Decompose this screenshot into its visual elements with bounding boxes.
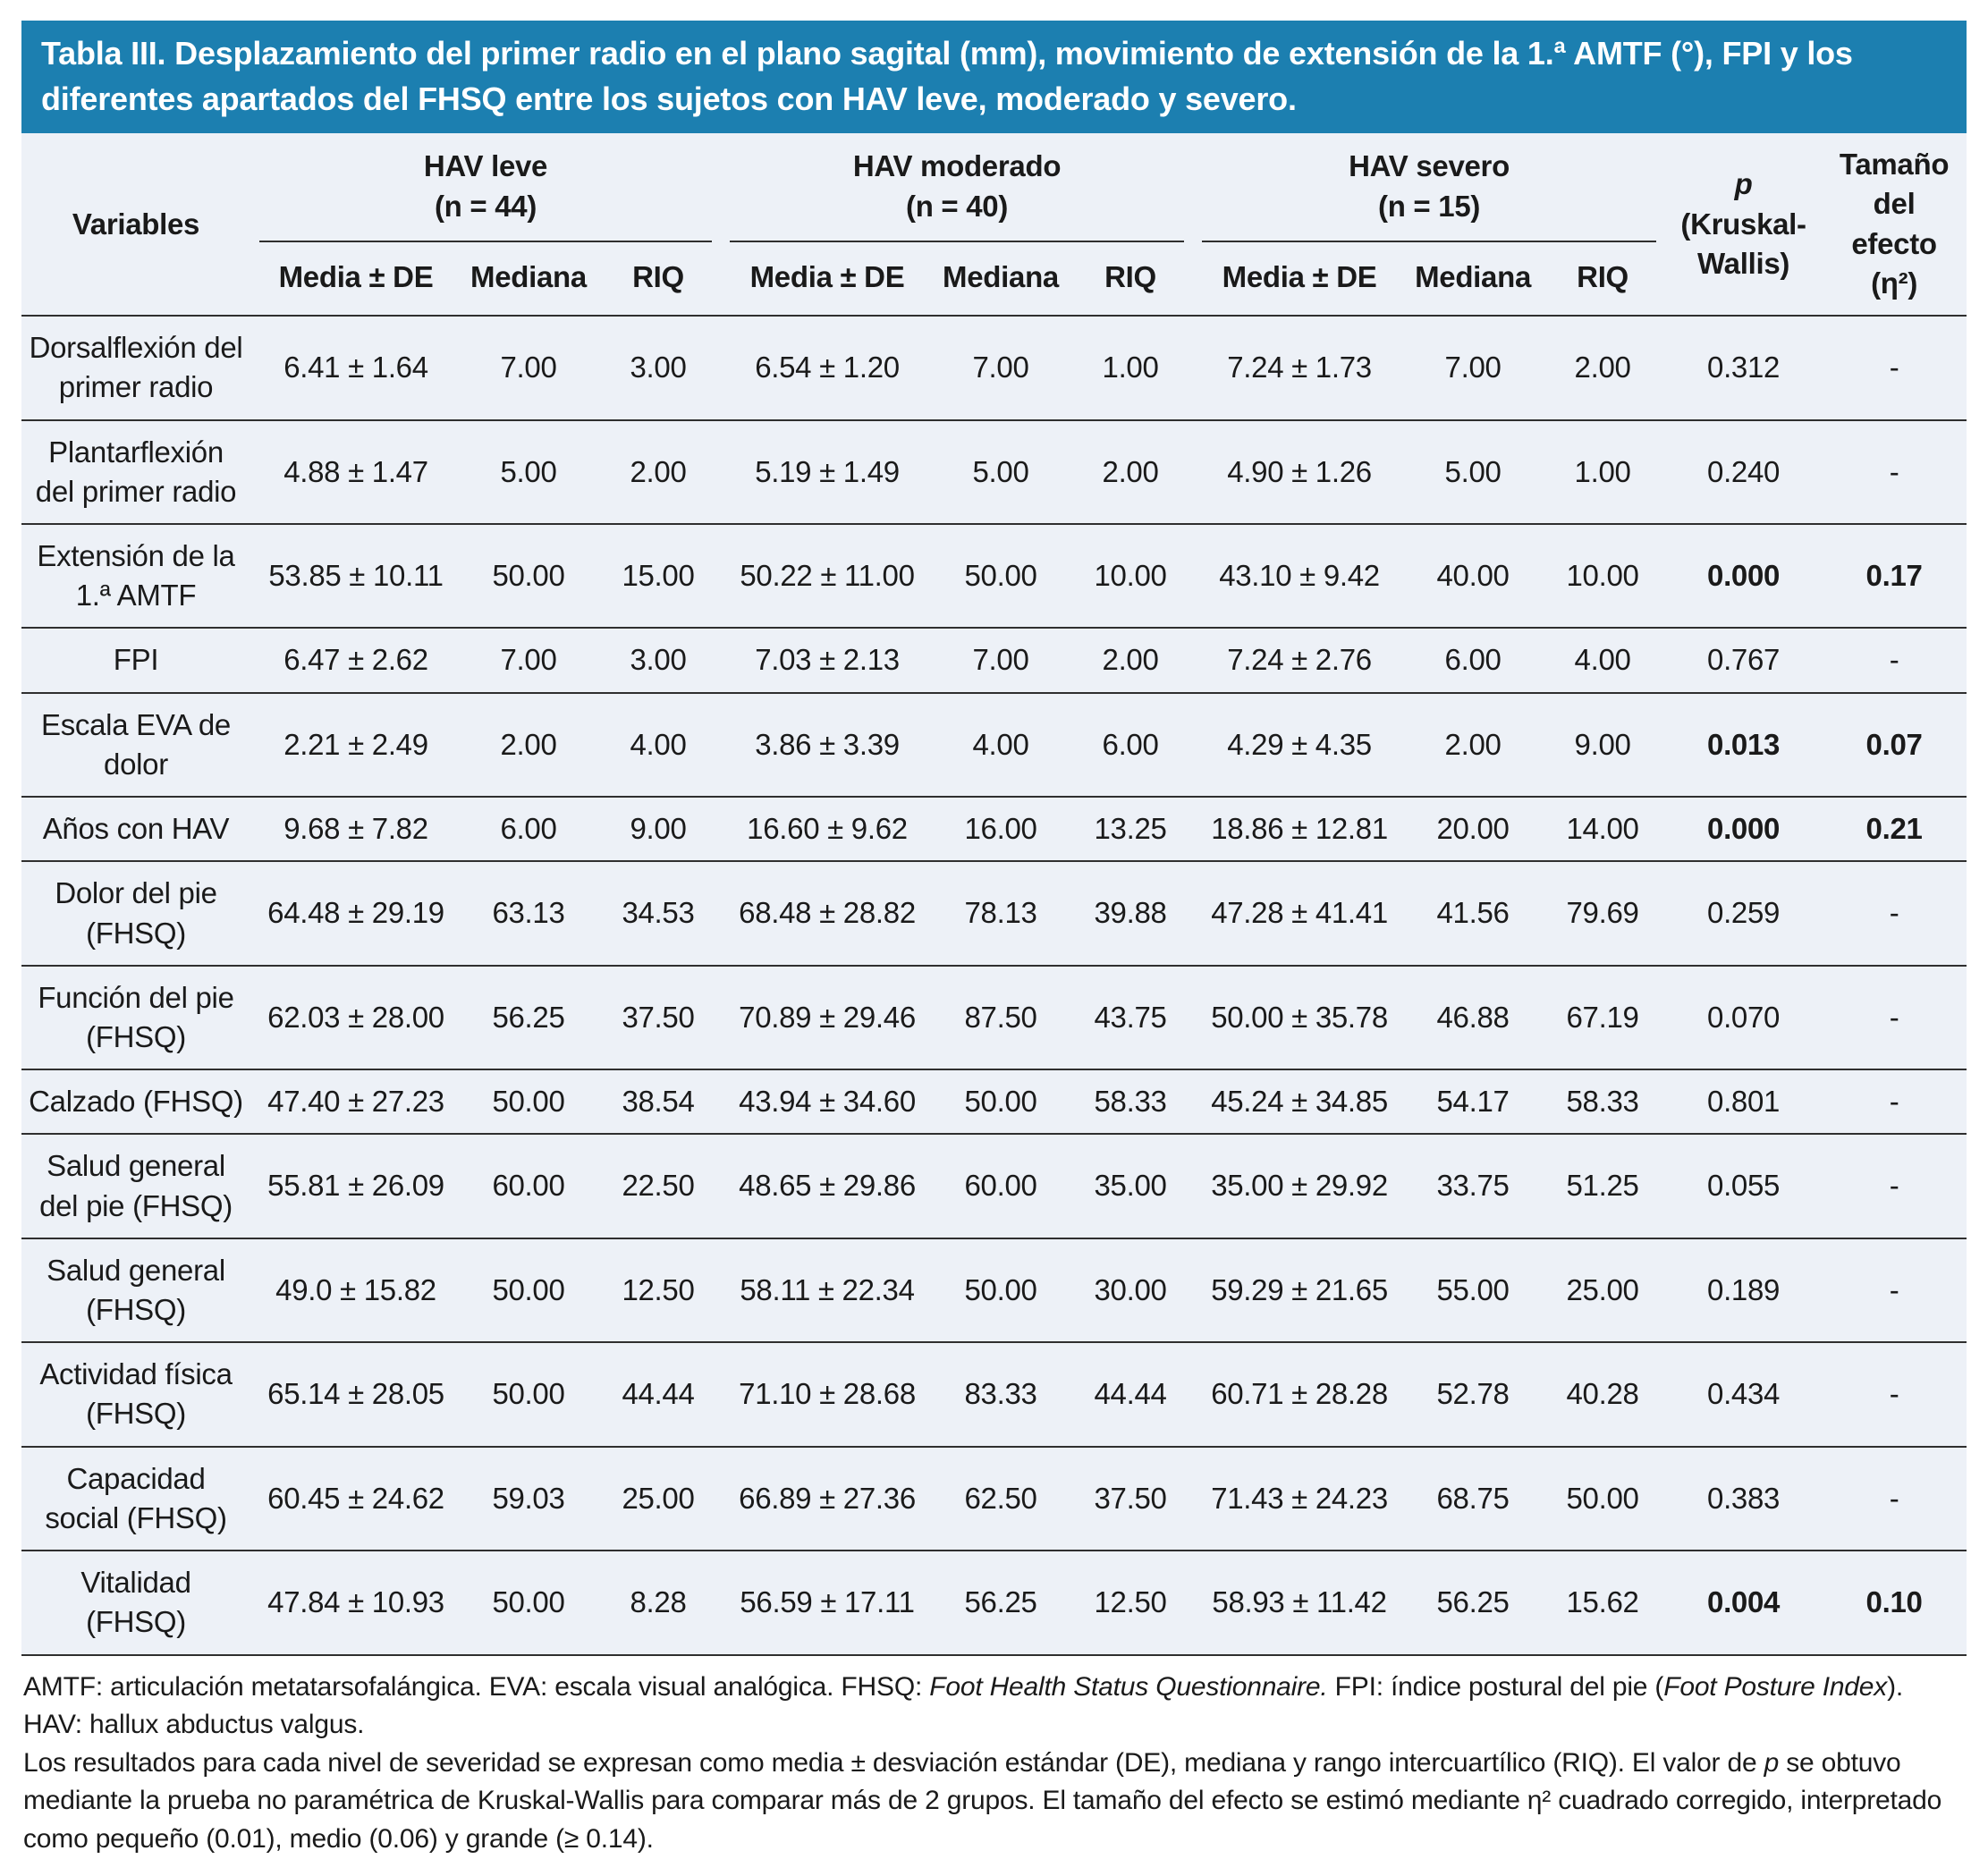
cell-p-value: 0.189	[1665, 1238, 1822, 1342]
cell: 3.86 ± 3.39	[721, 693, 934, 797]
table-row-vitalidad	[21, 1551, 1967, 1654]
cell: 4.29 ± 4.35	[1193, 693, 1406, 797]
cell: 66.89 ± 27.36	[721, 1447, 934, 1551]
cell: 6.47 ± 2.62	[250, 628, 461, 692]
cell: 43.94 ± 34.60	[721, 1069, 934, 1134]
cell: 44.44	[1068, 1342, 1193, 1446]
cell-p-value: 0.312	[1665, 316, 1822, 419]
row-label: Escala EVA de dolor	[21, 693, 250, 797]
variables-header: Variables	[21, 133, 250, 316]
cell-p-value: 0.000	[1665, 797, 1822, 861]
cell: 62.03 ± 28.00	[250, 966, 461, 1069]
cell: 2.21 ± 2.49	[250, 693, 461, 797]
cell: 50.00	[934, 524, 1068, 628]
cell: 10.00	[1540, 524, 1665, 628]
cell: 2.00	[1068, 628, 1193, 692]
cell: 4.90 ± 1.26	[1193, 420, 1406, 524]
table-body	[21, 316, 1967, 1654]
cell: 45.24 ± 34.85	[1193, 1069, 1406, 1134]
cell: 67.19	[1540, 966, 1665, 1069]
cell: 1.00	[1068, 316, 1193, 419]
cell: 9.00	[1540, 693, 1665, 797]
row-label: Calzado (FHSQ)	[21, 1069, 250, 1134]
subcol-media-de: Media ± DE	[1193, 242, 1406, 316]
cell: 4.00	[1540, 628, 1665, 692]
group-header-hav-severo	[1193, 133, 1665, 242]
cell-p-value: 0.013	[1665, 693, 1822, 797]
cell: 30.00	[1068, 1238, 1193, 1342]
cell: 13.25	[1068, 797, 1193, 861]
table-row-dolor-del-pie	[21, 861, 1967, 965]
cell: 83.33	[934, 1342, 1068, 1446]
cell: 40.00	[1406, 524, 1540, 628]
cell-effect-size: -	[1822, 966, 1967, 1069]
row-label: Función del pie (FHSQ)	[21, 966, 250, 1069]
cell: 7.24 ± 1.73	[1193, 316, 1406, 419]
cell: 44.44	[596, 1342, 721, 1446]
cell: 25.00	[1540, 1238, 1665, 1342]
footnote-text-italic: Foot Health Status Questionnaire.	[929, 1671, 1328, 1702]
footnote-text: se obtuvo mediante la prueba no paramétrica de Kruskal-Wallis para comparar más de 2 grupos. El tamaño del efecto se estimó mediante η² cuadrado corregido, interpretado como pequeño (0.01), medio (0.06) y grande (≥ 0.14).	[23, 1747, 1942, 1854]
subcol-media-de: Media ± DE	[721, 242, 934, 316]
cell: 20.00	[1406, 797, 1540, 861]
cell: 33.75	[1406, 1134, 1540, 1238]
subcol-riq: RIQ	[1540, 242, 1665, 316]
cell: 34.53	[596, 861, 721, 965]
row-label: Años con HAV	[21, 797, 250, 861]
cell-effect-size: 0.10	[1822, 1551, 1967, 1654]
cell: 4.88 ± 1.47	[250, 420, 461, 524]
cell-effect-size: 0.17	[1822, 524, 1967, 628]
cell: 58.11 ± 22.34	[721, 1238, 934, 1342]
cell: 8.28	[596, 1551, 721, 1654]
cell: 48.65 ± 29.86	[721, 1134, 934, 1238]
cell: 6.00	[1068, 693, 1193, 797]
cell: 50.00	[461, 1238, 596, 1342]
cell: 50.00	[1540, 1447, 1665, 1551]
cell: 70.89 ± 29.46	[721, 966, 934, 1069]
group-n: (n = 44)	[434, 189, 537, 223]
cell: 46.88	[1406, 966, 1540, 1069]
cell: 87.50	[934, 966, 1068, 1069]
row-label: Salud general del pie (FHSQ)	[21, 1134, 250, 1238]
cell: 16.00	[934, 797, 1068, 861]
cell-effect-size: -	[1822, 628, 1967, 692]
cell: 47.40 ± 27.23	[250, 1069, 461, 1134]
cell: 12.50	[1068, 1551, 1193, 1654]
cell: 71.43 ± 24.23	[1193, 1447, 1406, 1551]
cell: 16.60 ± 9.62	[721, 797, 934, 861]
cell-effect-size: -	[1822, 1238, 1967, 1342]
table-row-anos-con-hav	[21, 797, 1967, 861]
footnote-text: AMTF: articulación metatarsofalángica. EVA: escala visual analógica. FHSQ:	[23, 1671, 930, 1702]
cell: 2.00	[461, 693, 596, 797]
cell: 62.50	[934, 1447, 1068, 1551]
table-row-dorsalflexion	[21, 316, 1967, 419]
cell: 12.50	[596, 1238, 721, 1342]
cell: 38.54	[596, 1069, 721, 1134]
table-row-salud-general	[21, 1238, 1967, 1342]
cell: 7.00	[934, 628, 1068, 692]
cell-p-value: 0.004	[1665, 1551, 1822, 1654]
cell: 41.56	[1406, 861, 1540, 965]
table-row-extension-amtf	[21, 524, 1967, 628]
footnote-text: ). HAV: hallux abductus valgus.	[23, 1671, 1904, 1740]
cell: 71.10 ± 28.68	[721, 1342, 934, 1446]
cell: 15.62	[1540, 1551, 1665, 1654]
cell: 56.25	[1406, 1551, 1540, 1654]
cell: 7.00	[934, 316, 1068, 419]
p-value-header	[1665, 133, 1822, 316]
cell: 59.03	[461, 1447, 596, 1551]
cell-p-value: 0.383	[1665, 1447, 1822, 1551]
group-header-row	[21, 133, 1967, 242]
cell: 56.25	[934, 1551, 1068, 1654]
cell: 50.00 ± 35.78	[1193, 966, 1406, 1069]
subcol-riq: RIQ	[596, 242, 721, 316]
cell-effect-size: -	[1822, 420, 1967, 524]
cell: 60.71 ± 28.28	[1193, 1342, 1406, 1446]
cell: 50.00	[461, 1069, 596, 1134]
group-n: (n = 15)	[1378, 189, 1481, 223]
cell: 49.0 ± 15.82	[250, 1238, 461, 1342]
table-row-funcion-del-pie	[21, 966, 1967, 1069]
cell: 22.50	[596, 1134, 721, 1238]
cell: 47.84 ± 10.93	[250, 1551, 461, 1654]
table-row-plantarflexion	[21, 420, 1967, 524]
cell: 60.45 ± 24.62	[250, 1447, 461, 1551]
cell: 68.75	[1406, 1447, 1540, 1551]
cell: 5.00	[461, 420, 596, 524]
cell: 68.48 ± 28.82	[721, 861, 934, 965]
cell: 9.00	[596, 797, 721, 861]
group-name: HAV moderado	[852, 149, 1062, 183]
cell-effect-size: -	[1822, 1069, 1967, 1134]
cell: 50.22 ± 11.00	[721, 524, 934, 628]
cell: 55.00	[1406, 1238, 1540, 1342]
group-name: HAV leve	[423, 149, 548, 183]
row-label: Salud general (FHSQ)	[21, 1238, 250, 1342]
cell: 2.00	[1540, 316, 1665, 419]
row-label: Extensión de la 1.ª AMTF	[21, 524, 250, 628]
cell: 50.00	[934, 1238, 1068, 1342]
effect-symbol: (η²)	[1871, 266, 1918, 300]
footnote-text: Los resultados para cada nivel de severidad se expresan como media ± desviación estándar (DE), mediana y rango intercuartílico (RIQ). El valor de	[23, 1747, 1764, 1778]
table-row-capacidad-social	[21, 1447, 1967, 1551]
cell-effect-size: 0.07	[1822, 693, 1967, 797]
p-test-name: (Kruskal-Wallis)	[1680, 207, 1806, 280]
cell: 7.03 ± 2.13	[721, 628, 934, 692]
row-label: FPI	[21, 628, 250, 692]
cell: 39.88	[1068, 861, 1193, 965]
cell: 43.75	[1068, 966, 1193, 1069]
cell: 54.17	[1406, 1069, 1540, 1134]
cell: 5.00	[1406, 420, 1540, 524]
cell: 3.00	[596, 628, 721, 692]
cell: 9.68 ± 7.82	[250, 797, 461, 861]
cell: 56.25	[461, 966, 596, 1069]
cell: 58.33	[1068, 1069, 1193, 1134]
table-row-actividad-fisica	[21, 1342, 1967, 1446]
table-header	[21, 133, 1967, 316]
cell: 7.00	[461, 628, 596, 692]
cell: 52.78	[1406, 1342, 1540, 1446]
cell: 51.25	[1540, 1134, 1665, 1238]
table-row-calzado	[21, 1069, 1967, 1134]
cell: 6.00	[1406, 628, 1540, 692]
cell-effect-size: -	[1822, 861, 1967, 965]
footnote-text: FPI: índice postural del pie (	[1327, 1671, 1664, 1702]
subcol-mediana: Mediana	[461, 242, 596, 316]
cell: 58.33	[1540, 1069, 1665, 1134]
cell: 7.00	[461, 316, 596, 419]
row-label: Vitalidad (FHSQ)	[21, 1551, 250, 1654]
cell: 43.10 ± 9.42	[1193, 524, 1406, 628]
subcol-mediana: Mediana	[1406, 242, 1540, 316]
cell-p-value: 0.240	[1665, 420, 1822, 524]
cell: 5.19 ± 1.49	[721, 420, 934, 524]
cell-effect-size: -	[1822, 1342, 1967, 1446]
cell: 35.00 ± 29.92	[1193, 1134, 1406, 1238]
cell: 35.00	[1068, 1134, 1193, 1238]
cell-p-value: 0.070	[1665, 966, 1822, 1069]
effect-label: Tamaño del efecto	[1839, 148, 1950, 260]
row-label: Capacidad social (FHSQ)	[21, 1447, 250, 1551]
cell: 64.48 ± 29.19	[250, 861, 461, 965]
cell-effect-size: -	[1822, 1447, 1967, 1551]
cell: 59.29 ± 21.65	[1193, 1238, 1406, 1342]
table-title-bar	[21, 21, 1967, 133]
footnote-text-italic: p	[1764, 1747, 1780, 1778]
cell: 50.00	[461, 524, 596, 628]
cell: 10.00	[1068, 524, 1193, 628]
cell-p-value: 0.259	[1665, 861, 1822, 965]
cell-p-value: 0.801	[1665, 1069, 1822, 1134]
cell: 65.14 ± 28.05	[250, 1342, 461, 1446]
cell: 14.00	[1540, 797, 1665, 861]
effect-size-header	[1822, 133, 1967, 316]
footnote-methods	[23, 1745, 1965, 1859]
cell: 78.13	[934, 861, 1068, 965]
cell-p-value: 0.767	[1665, 628, 1822, 692]
cell: 6.00	[461, 797, 596, 861]
footnote-text-italic: Foot Posture Index	[1663, 1671, 1888, 1702]
cell: 6.54 ± 1.20	[721, 316, 934, 419]
cell: 60.00	[461, 1134, 596, 1238]
subcol-riq: RIQ	[1068, 242, 1193, 316]
cell: 7.00	[1406, 316, 1540, 419]
cell: 79.69	[1540, 861, 1665, 965]
cell: 4.00	[934, 693, 1068, 797]
subcol-mediana: Mediana	[934, 242, 1068, 316]
p-symbol: p	[1734, 167, 1753, 201]
cell: 15.00	[596, 524, 721, 628]
data-table	[21, 133, 1967, 1655]
cell: 2.00	[596, 420, 721, 524]
cell: 53.85 ± 10.11	[250, 524, 461, 628]
cell-p-value: 0.055	[1665, 1134, 1822, 1238]
cell: 2.00	[1068, 420, 1193, 524]
cell-effect-size: -	[1822, 1134, 1967, 1238]
cell: 40.28	[1540, 1342, 1665, 1446]
row-label: Dorsalflexión del primer radio	[21, 316, 250, 419]
table-row-escala-eva	[21, 693, 1967, 797]
cell: 7.24 ± 2.76	[1193, 628, 1406, 692]
cell-p-value: 0.434	[1665, 1342, 1822, 1446]
cell: 58.93 ± 11.42	[1193, 1551, 1406, 1654]
table-title: Tabla III. Desplazamiento del primer radio en el plano sagital (mm), movimiento de extensión de la 1.ª AMTF (°), FPI y los diferentes apartados del FHSQ entre los sujetos con HAV leve, moderado y severo.	[41, 35, 1853, 118]
group-header-hav-leve	[250, 133, 721, 242]
group-header-hav-moderado	[721, 133, 1193, 242]
cell: 5.00	[934, 420, 1068, 524]
cell: 2.00	[1406, 693, 1540, 797]
cell: 1.00	[1540, 420, 1665, 524]
cell: 50.00	[934, 1069, 1068, 1134]
table-row-salud-general-del-pie	[21, 1134, 1967, 1238]
footnotes	[21, 1656, 1967, 1859]
cell: 55.81 ± 26.09	[250, 1134, 461, 1238]
footnote-abbreviations	[23, 1669, 1965, 1745]
cell: 63.13	[461, 861, 596, 965]
cell: 6.41 ± 1.64	[250, 316, 461, 419]
cell: 56.59 ± 17.11	[721, 1551, 934, 1654]
cell: 47.28 ± 41.41	[1193, 861, 1406, 965]
cell: 37.50	[1068, 1447, 1193, 1551]
cell: 50.00	[461, 1342, 596, 1446]
row-label: Plantarflexión del primer radio	[21, 420, 250, 524]
cell: 3.00	[596, 316, 721, 419]
cell: 18.86 ± 12.81	[1193, 797, 1406, 861]
group-name: HAV severo	[1349, 149, 1510, 183]
cell: 25.00	[596, 1447, 721, 1551]
cell-effect-size: -	[1822, 316, 1967, 419]
cell-p-value: 0.000	[1665, 524, 1822, 628]
cell-effect-size: 0.21	[1822, 797, 1967, 861]
row-label: Actividad física (FHSQ)	[21, 1342, 250, 1446]
cell: 4.00	[596, 693, 721, 797]
table-row-fpi	[21, 628, 1967, 692]
row-label: Dolor del pie (FHSQ)	[21, 861, 250, 965]
cell: 60.00	[934, 1134, 1068, 1238]
subcol-media-de: Media ± DE	[250, 242, 461, 316]
cell: 37.50	[596, 966, 721, 1069]
group-n: (n = 40)	[906, 189, 1009, 223]
cell: 50.00	[461, 1551, 596, 1654]
